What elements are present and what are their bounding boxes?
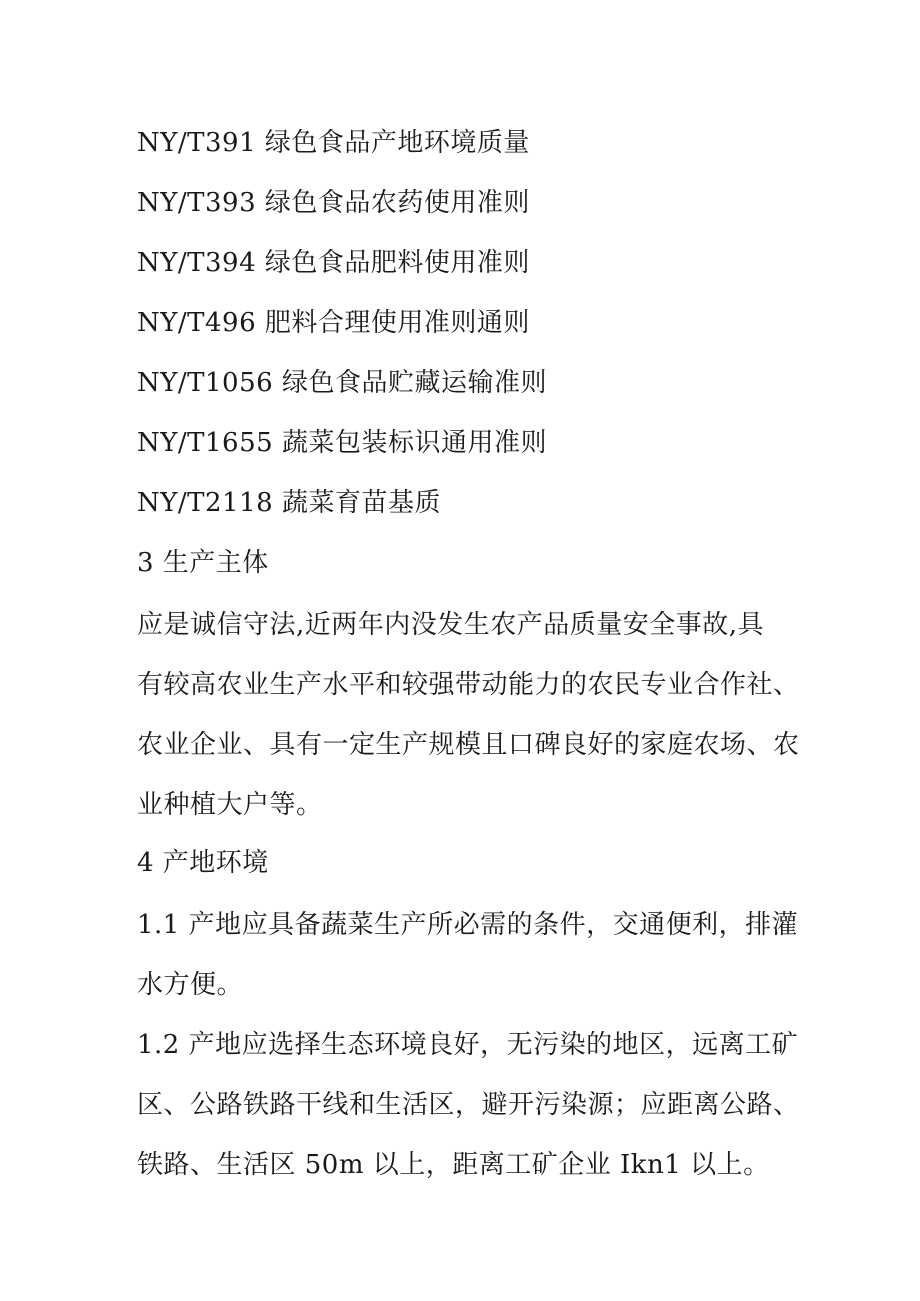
- item-1-2-line: 区、公路铁路干线和生活区，避开污染源；应距离公路、: [137, 1090, 800, 1120]
- section-3-paragraph-line: 应是诚信守法,近两年内没发生农产品质量安全事故,具: [137, 610, 765, 640]
- section-3-heading: 3 生产主体: [137, 548, 269, 578]
- section-3-paragraph-line: 农业企业、具有一定生产规模且口碑良好的家庭农场、农: [137, 730, 800, 760]
- section-3-paragraph-line: 有较高农业生产水平和较强带动能力的农民专业合作社、: [137, 670, 800, 700]
- section-4-heading: 4 产地环境: [137, 848, 269, 878]
- item-1-2-line: 1.2 产地应选择生态环境良好，无污染的地区，远离工矿: [137, 1030, 799, 1060]
- standard-item-ny-t2118: NY/T2118 蔬菜育苗基质: [137, 488, 441, 518]
- section-3-paragraph-line: 业种植大户等。: [137, 790, 323, 820]
- standard-item-ny-t1655: NY/T1655 蔬菜包装标识通用准则: [137, 428, 547, 458]
- standard-item-ny-t393: NY/T393 绿色食品农药使用准则: [137, 188, 530, 218]
- item-1-2-line: 铁路、生活区 50m 以上，距离工矿企业 Ikn1 以上。: [137, 1150, 770, 1180]
- standard-item-ny-t1056: NY/T1056 绿色食品贮藏运输准则: [137, 368, 547, 398]
- standard-item-ny-t391: NY/T391 绿色食品产地环境质量: [137, 128, 530, 158]
- standard-item-ny-t496: NY/T496 肥料合理使用准则通则: [137, 308, 530, 338]
- item-1-1-line: 水方便。: [137, 970, 244, 1000]
- item-1-1-line: 1.1 产地应具备蔬菜生产所必需的条件，交通便利，排灌: [137, 910, 799, 940]
- standard-item-ny-t394: NY/T394 绿色食品肥料使用准则: [137, 248, 530, 278]
